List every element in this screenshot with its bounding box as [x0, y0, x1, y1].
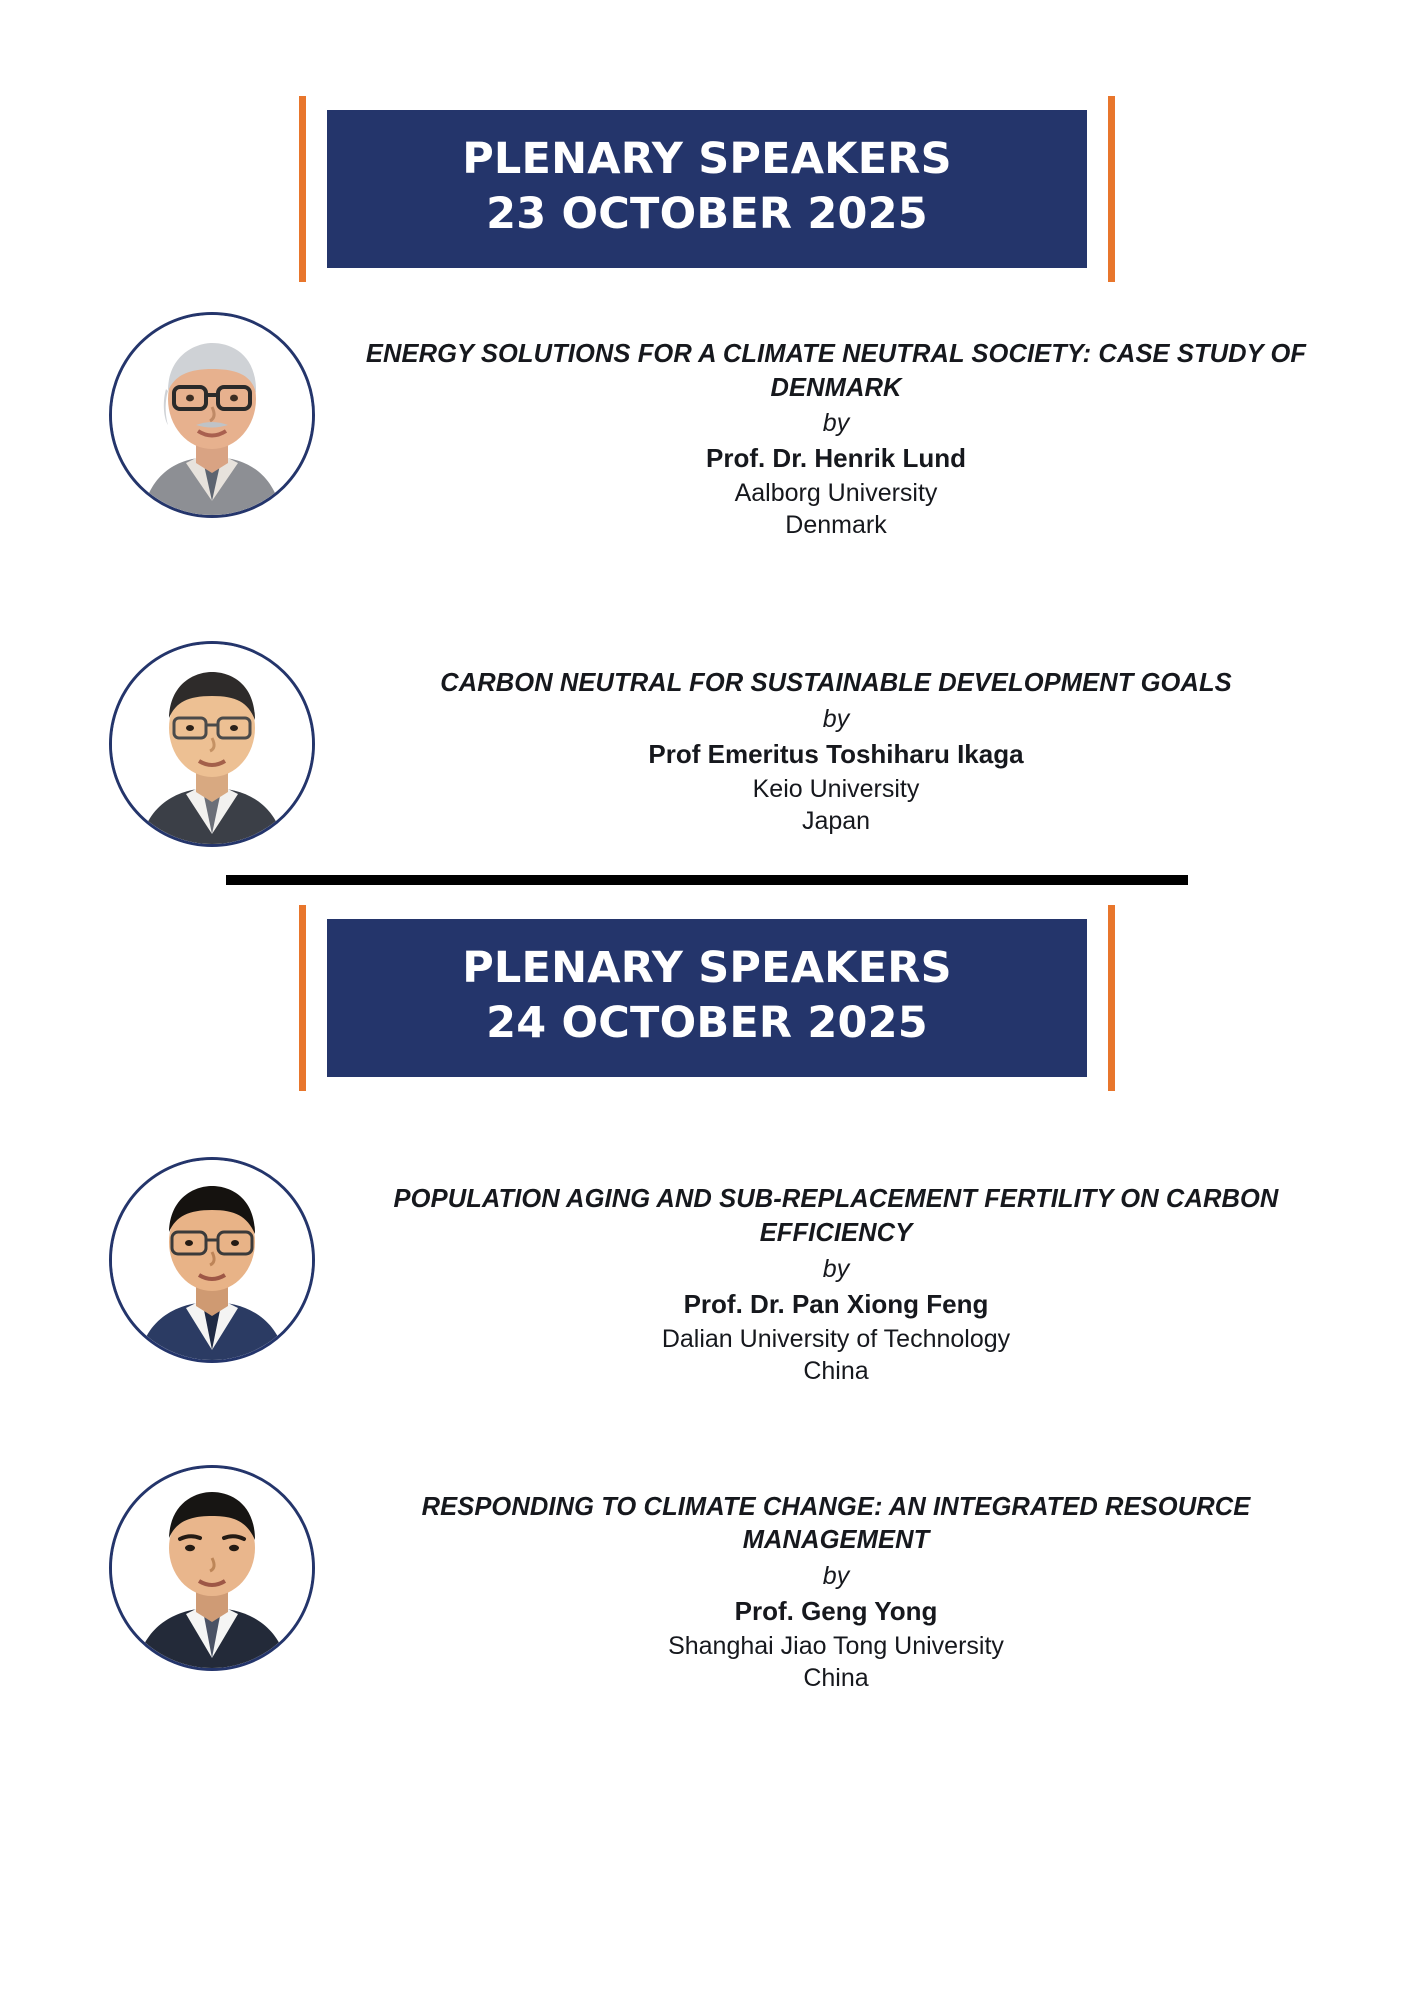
- speaker-name: Prof Emeritus Toshiharu Ikaga: [648, 739, 1024, 770]
- speaker-country: China: [803, 1356, 869, 1385]
- speaker-affiliation: Keio University: [752, 775, 920, 804]
- accent-bar-left: [299, 96, 306, 282]
- speaker-affiliation: Dalian University of Technology: [661, 1324, 1011, 1353]
- speaker-country: Japan: [801, 807, 871, 836]
- banner-title-2: [327, 941, 1087, 1051]
- by-label: by: [822, 409, 850, 438]
- speaker-affiliation: Aalborg University: [734, 479, 938, 508]
- banner-line-1: PLENARY SPEAKERS: [462, 943, 952, 994]
- speaker-name: Prof. Dr. Pan Xiong Feng: [683, 1288, 989, 1319]
- speaker-entry: [0, 312, 1414, 541]
- speaker-country: China: [803, 1664, 869, 1693]
- avatar-wrap: [96, 1157, 328, 1363]
- avatar: [109, 641, 315, 847]
- accent-bar-left: [299, 905, 306, 1091]
- accent-bar-right: [1108, 96, 1115, 282]
- by-label: by: [822, 1562, 850, 1591]
- speaker-entry: [0, 1465, 1414, 1694]
- speaker-entry: [0, 1157, 1414, 1386]
- speaker-affiliation: Shanghai Jiao Tong University: [668, 1632, 1004, 1661]
- by-label: by: [822, 705, 850, 734]
- talk-title: CARBON NEUTRAL FOR SUSTAINABLE DEVELOPMENT GOALS: [440, 669, 1232, 698]
- accent-bar-right: [1108, 905, 1115, 1091]
- section-2-banner-area: [0, 885, 1414, 1077]
- banner-box-1: [327, 110, 1087, 268]
- banner-box-2: [327, 919, 1087, 1077]
- talk-title: ENERGY SOLUTIONS FOR A CLIMATE NEUTRAL SOCIETY: CASE STUDY OF DENMARK: [365, 340, 1307, 402]
- section-1-banner-area: [0, 0, 1414, 268]
- avatar: [109, 1157, 315, 1363]
- talk-title: RESPONDING TO CLIMATE CHANGE: AN INTEGRATED RESOURCE MANAGEMENT: [421, 1492, 1251, 1555]
- talk-title: POPULATION AGING AND SUB-REPLACEMENT FERTILITY ON CARBON EFFICIENCY: [393, 1185, 1279, 1248]
- section-divider: [226, 875, 1188, 885]
- speaker-name: Prof. Dr. Henrik Lund: [705, 443, 967, 474]
- portrait-toshiharu-ikaga-image: [112, 644, 312, 844]
- avatar: [109, 1465, 315, 1671]
- speaker-name: Prof. Geng Yong: [734, 1596, 938, 1627]
- by-label: by: [822, 1254, 850, 1283]
- portrait-pan-xiong-feng-image: [112, 1160, 312, 1360]
- speaker-entry: [0, 641, 1414, 847]
- section-2-banner: [0, 919, 1414, 1077]
- speaker-country: Denmark: [785, 511, 887, 540]
- speaker-details: [328, 312, 1344, 541]
- avatar: [109, 312, 315, 518]
- banner-line-2: 23 OCTOBER 2025: [486, 189, 928, 240]
- banner-line-1: PLENARY SPEAKERS: [462, 134, 952, 184]
- avatar-wrap: [96, 1465, 328, 1671]
- portrait-henrik-lund-image: [112, 315, 312, 515]
- avatar-wrap: [96, 641, 328, 847]
- speaker-details: [328, 1465, 1344, 1694]
- banner-title-1: [327, 132, 1087, 242]
- avatar-wrap: [96, 312, 328, 518]
- speaker-details: [328, 1157, 1344, 1386]
- portrait-geng-yong-image: [112, 1468, 312, 1668]
- speaker-details: [328, 641, 1344, 837]
- section-1-banner: [0, 110, 1414, 268]
- banner-line-2: 24 OCTOBER 2025: [486, 998, 928, 1049]
